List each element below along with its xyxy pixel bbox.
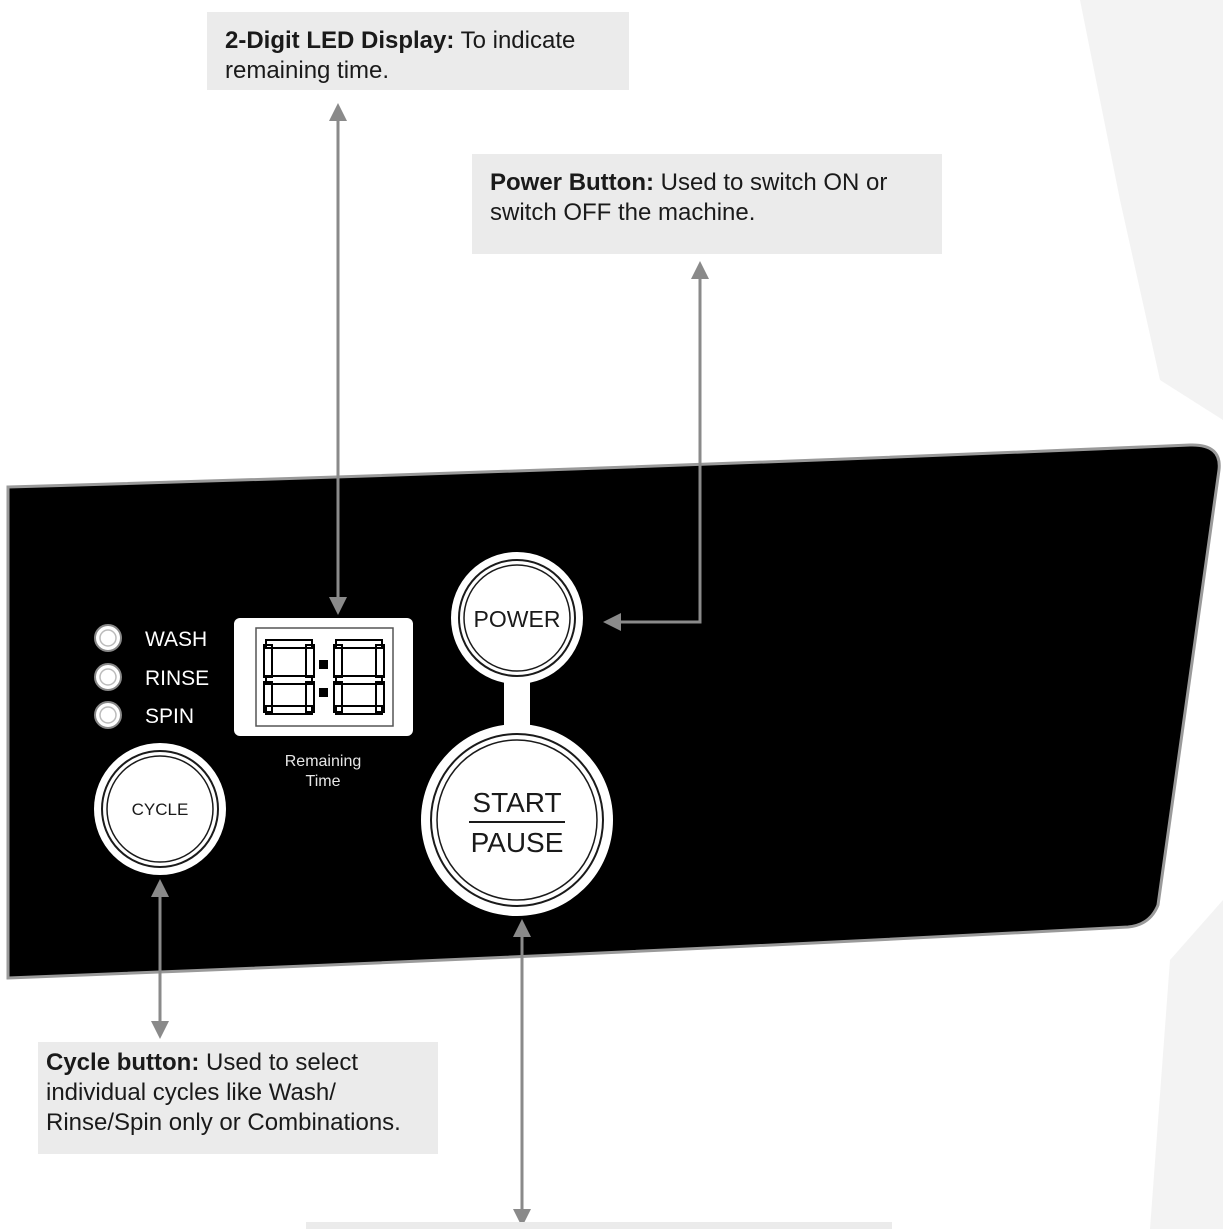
- power-button-callout-text: Used to switch ON or switch OFF the machine.: [490, 169, 888, 226]
- spin-label: SPIN: [145, 705, 195, 728]
- power-button[interactable]: [451, 552, 583, 684]
- cycle-button[interactable]: [94, 743, 226, 875]
- wash-label: WASH: [145, 628, 208, 651]
- cycle-button-label: CYCLE: [131, 800, 189, 819]
- led-display-callout-title: 2-Digit LED Display:: [225, 27, 455, 54]
- rinse-label: RINSE: [145, 667, 210, 690]
- power-button-callout: [472, 154, 942, 254]
- indicator-lights: [95, 625, 209, 728]
- display-caption-line2: Time: [305, 773, 341, 790]
- rinse-indicator: [95, 664, 209, 690]
- spin-indicator: [95, 702, 194, 728]
- start-label: START: [472, 787, 562, 818]
- start-pause-button[interactable]: [421, 724, 613, 916]
- cycle-button-callout-text: Used to select individual cycles like Wash/ Rinse/Spin only or Combinations.: [46, 1049, 401, 1136]
- wash-indicator: [95, 625, 207, 651]
- led-display-callout: [207, 12, 629, 90]
- pause-label: PAUSE: [470, 827, 564, 858]
- power-button-callout-title: Power Button:: [490, 169, 654, 196]
- power-button-label: POWER: [473, 606, 561, 632]
- led-colon-top: [319, 660, 328, 669]
- cycle-button-callout: [38, 1042, 438, 1154]
- led-colon-bottom: [319, 688, 328, 697]
- led-display-callout-text: To indicate remaining time.: [225, 27, 576, 84]
- cycle-button-callout-title: Cycle button:: [46, 1049, 200, 1076]
- start-pause-callout: [306, 1222, 892, 1229]
- display-caption-line1: Remaining: [284, 753, 362, 770]
